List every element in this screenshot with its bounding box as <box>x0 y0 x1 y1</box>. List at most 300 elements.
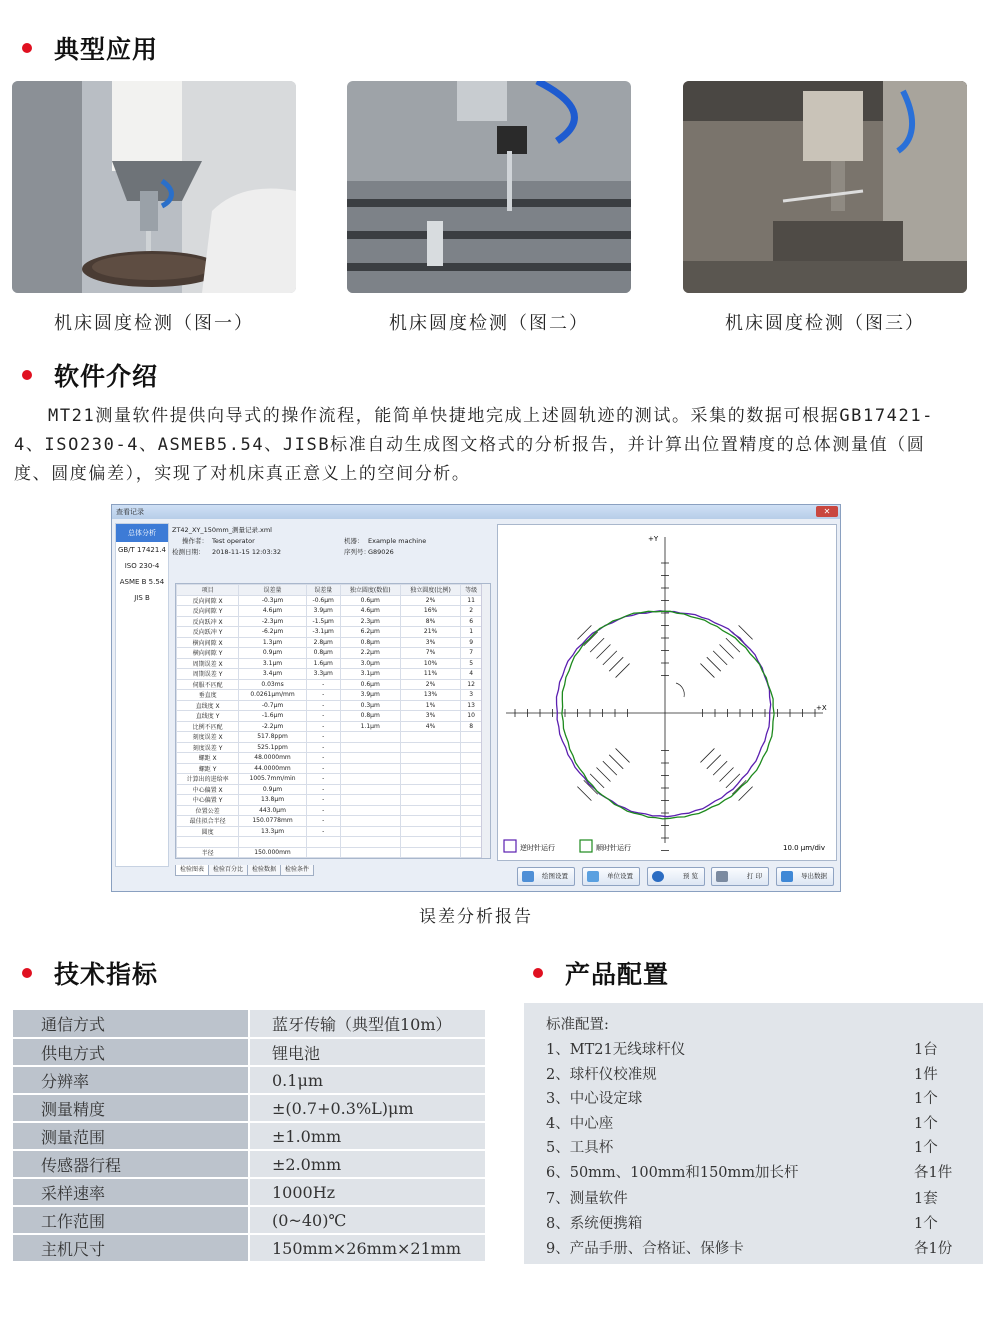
record-info <box>172 525 494 575</box>
table-cell <box>340 837 400 848</box>
config-item-qty: 各1份 <box>914 1241 953 1257</box>
sidebar-item-iso[interactable]: ISO 230-4 <box>124 562 160 570</box>
table-cell <box>461 753 482 764</box>
preview-button[interactable]: 预 览 <box>647 867 705 886</box>
table-cell: 位置公差 <box>177 805 239 816</box>
table-cell <box>400 784 460 795</box>
table-row[interactable] <box>177 679 482 690</box>
report-tabs <box>175 865 313 877</box>
table-cell <box>461 816 482 827</box>
spec-key: 分辨率 <box>13 1066 249 1094</box>
table-cell: 反向跃冲 X <box>177 616 239 627</box>
config-item <box>546 1187 966 1209</box>
photo-caption-3: 机床圆度检测（图三） <box>725 313 925 334</box>
table-cell: 6.2μm <box>340 627 400 638</box>
polar-plot <box>497 524 837 861</box>
table-cell: 横向间隙 Y <box>177 648 239 659</box>
table-cell: 垂直度 <box>177 690 239 701</box>
table-row[interactable] <box>177 606 482 617</box>
tab-chart[interactable]: 检验图表 <box>175 865 209 876</box>
spec-key: 测量精度 <box>13 1094 249 1122</box>
table-cell: 1.1μm <box>340 721 400 732</box>
sidebar-item-asme[interactable]: ASME B 5.54 <box>119 578 165 586</box>
plot-settings-button[interactable]: 绘图设置 <box>517 867 575 886</box>
table-cell <box>340 732 400 743</box>
software-window <box>111 504 841 892</box>
table-row[interactable] <box>177 742 482 753</box>
table-cell: 13 <box>461 700 482 711</box>
table-cell: 反向跃冲 Y <box>177 627 239 638</box>
table-cell: 伺服不匹配 <box>177 679 239 690</box>
unit-settings-icon <box>587 871 599 882</box>
table-cell: 刻度误差 X <box>177 732 239 743</box>
table-cell: 4 <box>461 669 482 680</box>
config-item-qty: 1台 <box>914 1042 938 1058</box>
config-item <box>546 1038 966 1060</box>
table-cell: - <box>306 742 340 753</box>
table-row[interactable] <box>177 763 482 774</box>
table-cell: 12 <box>461 679 482 690</box>
unit-settings-button[interactable]: 单位设置 <box>582 867 640 886</box>
table-cell: 4% <box>400 721 460 732</box>
table-cell: -3.1μm <box>306 627 340 638</box>
table-cell: 3.3μm <box>306 669 340 680</box>
table-cell: 16% <box>400 606 460 617</box>
serial-value: G89026 <box>368 548 394 556</box>
table-row[interactable] <box>177 721 482 732</box>
sidebar-item-gbt[interactable]: GB/T 17421.4 <box>117 546 167 554</box>
config-item-qty: 各1件 <box>914 1165 953 1181</box>
table-cell: 比例不匹配 <box>177 721 239 732</box>
sidebar-item-overall[interactable]: 总体分析 <box>116 524 168 542</box>
spec-value: ±2.0mm <box>249 1150 485 1178</box>
table-cell: 1.6μm <box>306 658 340 669</box>
table-row[interactable] <box>177 669 482 680</box>
table-cell: 0.9μm <box>239 784 307 795</box>
table-cell: 13% <box>400 690 460 701</box>
spec-key: 传感器行程 <box>13 1150 249 1178</box>
spec-value: 蓝牙传输（典型值10m） <box>249 1010 485 1038</box>
table-cell: 3% <box>400 711 460 722</box>
table-cell <box>340 805 400 816</box>
col-error-1: 误差量 <box>239 585 307 596</box>
x-axis-label: +X <box>816 704 827 712</box>
table-cell <box>306 837 340 848</box>
spec-key: 通信方式 <box>13 1010 249 1038</box>
config-item <box>546 1136 966 1158</box>
table-cell <box>400 742 460 753</box>
config-item <box>546 1063 966 1085</box>
config-item <box>546 1087 966 1109</box>
config-item <box>546 1161 966 1183</box>
table-row[interactable] <box>177 700 482 711</box>
export-button[interactable]: 导出数据 <box>776 867 834 886</box>
results-table <box>175 583 491 859</box>
table-cell <box>340 826 400 837</box>
table-cell: 0.8μm <box>306 648 340 659</box>
table-cell <box>306 847 340 858</box>
table-cell <box>340 774 400 785</box>
table-row[interactable] <box>177 847 482 858</box>
table-cell <box>400 816 460 827</box>
table-cell <box>400 826 460 837</box>
config-item-qty: 1个 <box>914 1140 938 1156</box>
table-cell: 0.6μm <box>340 595 400 606</box>
table-cell: 1.3μm <box>239 637 307 648</box>
table-row[interactable] <box>177 732 482 743</box>
config-item-qty: 1套 <box>914 1191 938 1207</box>
chart-settings-icon <box>522 871 534 882</box>
table-cell <box>400 763 460 774</box>
y-axis-label: +Y <box>648 535 659 543</box>
ccw-legend-icon <box>504 840 516 852</box>
table-cell: -0.7μm <box>239 700 307 711</box>
date-value: 2018-11-15 12:03:32 <box>212 548 282 556</box>
window-title: 查看记录 <box>116 508 144 516</box>
table-cell: - <box>306 784 340 795</box>
table-cell <box>340 795 400 806</box>
table-cell: 1005.7mm/min <box>239 774 307 785</box>
table-cell: 1% <box>400 700 460 711</box>
table-cell <box>239 837 307 848</box>
config-item-name: 3、中心设定球 <box>546 1091 643 1107</box>
spec-row <box>13 1010 485 1038</box>
spec-row <box>13 1234 485 1262</box>
sidebar-item-jis[interactable]: JIS B <box>134 594 150 602</box>
cw-legend-icon <box>580 840 592 852</box>
date-label: 检测日期： <box>172 548 205 556</box>
tab-percent[interactable]: 检验百分比 <box>208 865 248 876</box>
tab-data[interactable]: 检验数据 <box>247 865 281 876</box>
spec-row <box>13 1150 485 1178</box>
section-title-config: 产品配置 <box>533 955 669 991</box>
serial-label: 序列号： <box>344 548 370 556</box>
table-cell: 4.6μm <box>340 606 400 617</box>
table-cell: -0.3μm <box>239 595 307 606</box>
table-cell: 螺距 Y <box>177 763 239 774</box>
config-item-name: 5、工具杯 <box>546 1140 614 1156</box>
table-row[interactable] <box>177 690 482 701</box>
table-scrollbar[interactable] <box>481 584 490 858</box>
table-cell <box>340 784 400 795</box>
table-cell: -1.5μm <box>306 616 340 627</box>
table-cell <box>461 784 482 795</box>
table-cell: - <box>306 826 340 837</box>
table-cell <box>461 742 482 753</box>
operator-label: 操作者： <box>182 537 208 545</box>
table-cell: 2.3μm <box>340 616 400 627</box>
table-cell: 3.1μm <box>239 658 307 669</box>
plot-scale: 10.0 μm/div <box>783 844 825 852</box>
config-item <box>546 1212 966 1234</box>
spec-row <box>13 1038 485 1066</box>
machine-value: Example machine <box>368 537 427 545</box>
table-cell: 3.0μm <box>340 658 400 669</box>
table-cell: - <box>306 805 340 816</box>
bullet-dot-icon <box>22 370 32 380</box>
table-cell: 螺距 X <box>177 753 239 764</box>
table-cell: - <box>306 690 340 701</box>
printer-icon <box>716 871 728 882</box>
report-caption: 误差分析报告 <box>419 907 533 927</box>
spec-key: 供电方式 <box>13 1038 249 1066</box>
table-row[interactable] <box>177 648 482 659</box>
table-row[interactable] <box>177 774 482 785</box>
spec-key: 测量范围 <box>13 1122 249 1150</box>
table-cell: - <box>306 732 340 743</box>
spec-value: 1000Hz <box>249 1178 485 1206</box>
section-title-application: 典型应用 <box>22 30 158 66</box>
standard-sidebar <box>115 523 169 867</box>
table-cell: - <box>306 700 340 711</box>
col-error-2: 误差量 <box>306 585 340 596</box>
table-cell: 6 <box>461 616 482 627</box>
col-roundness-ratio: 独立圆度(比例) <box>400 585 460 596</box>
bullet-dot-icon <box>22 43 32 53</box>
spec-key: 工作范围 <box>13 1206 249 1234</box>
table-cell: 计算出的进给率 <box>177 774 239 785</box>
config-header: 标准配置: <box>546 1017 609 1033</box>
table-row[interactable] <box>177 805 482 816</box>
table-cell: 0.3μm <box>340 700 400 711</box>
spec-value: 150mm×26mm×21mm <box>249 1234 485 1262</box>
spec-row <box>13 1094 485 1122</box>
magnifier-icon <box>652 871 664 882</box>
table-cell: 横向间隙 X <box>177 637 239 648</box>
close-icon[interactable]: ✕ <box>816 506 838 517</box>
spec-value: 0.1μm <box>249 1066 485 1094</box>
table-cell: -2.2μm <box>239 721 307 732</box>
section-title-software: 软件介绍 <box>22 357 158 393</box>
table-cell <box>461 774 482 785</box>
photo-machine-1 <box>12 81 296 293</box>
config-item <box>546 1112 966 1134</box>
tab-conditions[interactable]: 检验条件 <box>280 865 314 876</box>
spec-value: ±(0.7+0.3%L)μm <box>249 1094 485 1122</box>
window-titlebar <box>112 505 840 519</box>
table-cell: 48.0000mm <box>239 753 307 764</box>
table-cell <box>400 847 460 858</box>
table-cell: 3.9μm <box>306 606 340 617</box>
table-cell: 44.0000mm <box>239 763 307 774</box>
table-cell: 3.1μm <box>340 669 400 680</box>
spec-value: 锂电池 <box>249 1038 485 1066</box>
table-cell: 3 <box>461 690 482 701</box>
table-cell <box>400 774 460 785</box>
table-cell: 13.3μm <box>239 826 307 837</box>
config-item-qty: 1个 <box>914 1216 938 1232</box>
table-cell: 周期误差 X <box>177 658 239 669</box>
table-cell: 2% <box>400 595 460 606</box>
bullet-dot-icon <box>22 968 32 978</box>
photo-machine-3 <box>683 81 967 293</box>
table-row[interactable] <box>177 826 482 837</box>
spec-row <box>13 1178 485 1206</box>
table-cell: 3.9μm <box>340 690 400 701</box>
table-cell <box>461 826 482 837</box>
table-cell: -1.6μm <box>239 711 307 722</box>
table-cell: 2 <box>461 606 482 617</box>
table-row[interactable] <box>177 816 482 827</box>
table-cell: 2.8μm <box>306 637 340 648</box>
bullet-dot-icon <box>533 968 543 978</box>
table-row[interactable] <box>177 711 482 722</box>
config-item-qty: 1个 <box>914 1091 938 1107</box>
table-cell: 0.8μm <box>340 637 400 648</box>
rotation-arrow-icon <box>676 683 684 697</box>
table-cell <box>400 753 460 764</box>
table-cell <box>461 837 482 848</box>
config-panel <box>524 1003 983 1264</box>
photo-caption-2: 机床圆度检测（图二） <box>389 313 589 334</box>
table-cell: 443.0μm <box>239 805 307 816</box>
table-row[interactable] <box>177 627 482 638</box>
table-cell <box>177 837 239 848</box>
table-cell: 4.6μm <box>239 606 307 617</box>
table-cell: - <box>306 711 340 722</box>
table-cell: - <box>306 721 340 732</box>
table-cell: 圆度 <box>177 826 239 837</box>
table-cell <box>340 742 400 753</box>
table-cell: 2% <box>400 679 460 690</box>
table-cell: 10% <box>400 658 460 669</box>
table-cell: 0.8μm <box>340 711 400 722</box>
config-item-name: 4、中心座 <box>546 1116 614 1132</box>
table-cell: 3.4μm <box>239 669 307 680</box>
table-cell: 2.2μm <box>340 648 400 659</box>
table-cell <box>400 732 460 743</box>
config-item-name: 1、MT21无线球杆仪 <box>546 1042 686 1058</box>
spec-key: 主机尺寸 <box>13 1234 249 1262</box>
table-cell <box>400 805 460 816</box>
spec-value: (0~40)℃ <box>249 1206 485 1234</box>
table-cell: 13.8μm <box>239 795 307 806</box>
software-intro-text: MT21测量软件提供向导式的操作流程，能简单快捷地完成上述圆轨迹的测试。采集的数据可根据GB17421-4、ISO230-4、ASMEB5.54、JISB标准自动生成图文格式的分析报告，并计算出位置精度的总体测量值（圆度、圆度偏差），实现了对机床真正意义上的空间分析。 <box>14 406 935 484</box>
table-cell: 0.0261μm/mm <box>239 690 307 701</box>
table-row[interactable] <box>177 595 482 606</box>
table-cell <box>400 795 460 806</box>
table-cell: 8 <box>461 721 482 732</box>
table-cell: 中心偏置 Y <box>177 795 239 806</box>
table-cell: 8% <box>400 616 460 627</box>
table-row[interactable] <box>177 753 482 764</box>
table-cell: -2.3μm <box>239 616 307 627</box>
config-item <box>546 1237 966 1259</box>
table-cell <box>461 847 482 858</box>
col-roundness-value: 独立圆度(数值) <box>340 585 400 596</box>
table-cell: 150.0778mm <box>239 816 307 827</box>
cw-legend-label: 顺时针运行 <box>596 844 631 852</box>
config-item-name: 8、系统便携箱 <box>546 1216 643 1232</box>
table-cell: 7% <box>400 648 460 659</box>
spec-key: 采样速率 <box>13 1178 249 1206</box>
table-cell: 21% <box>400 627 460 638</box>
table-cell: 半径 <box>177 847 239 858</box>
table-cell: 刻度误差 Y <box>177 742 239 753</box>
table-cell: -0.6μm <box>306 595 340 606</box>
config-item-name: 6、50mm、100mm和150mm加长杆 <box>546 1165 799 1181</box>
table-cell: - <box>306 774 340 785</box>
table-cell: - <box>306 816 340 827</box>
table-cell: 11 <box>461 595 482 606</box>
table-cell <box>461 795 482 806</box>
table-cell <box>340 763 400 774</box>
export-icon <box>781 871 793 882</box>
table-row[interactable] <box>177 784 482 795</box>
config-item-qty: 1件 <box>914 1067 938 1083</box>
table-cell: 直线度 Y <box>177 711 239 722</box>
table-row[interactable] <box>177 658 482 669</box>
table-cell: - <box>306 679 340 690</box>
table-cell: 150.000mm <box>239 847 307 858</box>
table-row[interactable] <box>177 837 482 848</box>
config-item-qty: 1个 <box>914 1116 938 1132</box>
table-cell: 反向间隙 Y <box>177 606 239 617</box>
photo-machine-2 <box>347 81 631 293</box>
ccw-legend-label: 逆时针运行 <box>520 844 555 852</box>
machine-label: 机器： <box>344 537 364 545</box>
table-cell: 525.1ppm <box>239 742 307 753</box>
table-cell: 11% <box>400 669 460 680</box>
table-cell: 周期误差 Y <box>177 669 239 680</box>
table-cell: 517.8ppm <box>239 732 307 743</box>
table-cell <box>340 753 400 764</box>
table-cell: 0.9μm <box>239 648 307 659</box>
table-cell <box>461 805 482 816</box>
section-title-specs: 技术指标 <box>22 955 158 991</box>
table-cell: - <box>306 753 340 764</box>
table-cell: 1 <box>461 627 482 638</box>
config-item-name: 7、测量软件 <box>546 1191 628 1207</box>
config-item-name: 9、产品手册、合格证、保修卡 <box>546 1241 744 1257</box>
table-cell: 0.03ms <box>239 679 307 690</box>
table-cell <box>461 763 482 774</box>
spec-row <box>13 1122 485 1150</box>
spec-row <box>13 1066 485 1094</box>
table-cell: 直线度 X <box>177 700 239 711</box>
table-cell <box>461 732 482 743</box>
table-cell: 0.6μm <box>340 679 400 690</box>
table-cell: 反向间隙 X <box>177 595 239 606</box>
table-cell <box>340 847 400 858</box>
config-item-name: 2、球杆仪校准规 <box>546 1067 657 1083</box>
spec-value: ±1.0mm <box>249 1122 485 1150</box>
table-cell: 7 <box>461 648 482 659</box>
spec-table <box>13 1010 485 1263</box>
table-row[interactable] <box>177 637 482 648</box>
table-header-row <box>177 585 482 596</box>
table-cell: 中心偏置 X <box>177 784 239 795</box>
col-item: 项目 <box>177 585 239 596</box>
photo-caption-1: 机床圆度检测（图一） <box>54 313 254 334</box>
print-button[interactable]: 打 印 <box>711 867 769 886</box>
table-cell: 9 <box>461 637 482 648</box>
file-name: ZT42_XY_150mm_测量记录.xml <box>172 526 272 534</box>
table-cell: 3% <box>400 637 460 648</box>
table-cell: 最佳拟合半径 <box>177 816 239 827</box>
table-cell: - <box>306 795 340 806</box>
col-grade: 等级 <box>461 585 482 596</box>
table-row[interactable] <box>177 616 482 627</box>
table-cell: - <box>306 763 340 774</box>
table-row[interactable] <box>177 795 482 806</box>
spec-row <box>13 1206 485 1234</box>
operator-value: Test operator <box>212 537 255 545</box>
table-cell <box>340 816 400 827</box>
table-cell: -6.2μm <box>239 627 307 638</box>
table-cell <box>400 837 460 848</box>
table-cell: 10 <box>461 711 482 722</box>
